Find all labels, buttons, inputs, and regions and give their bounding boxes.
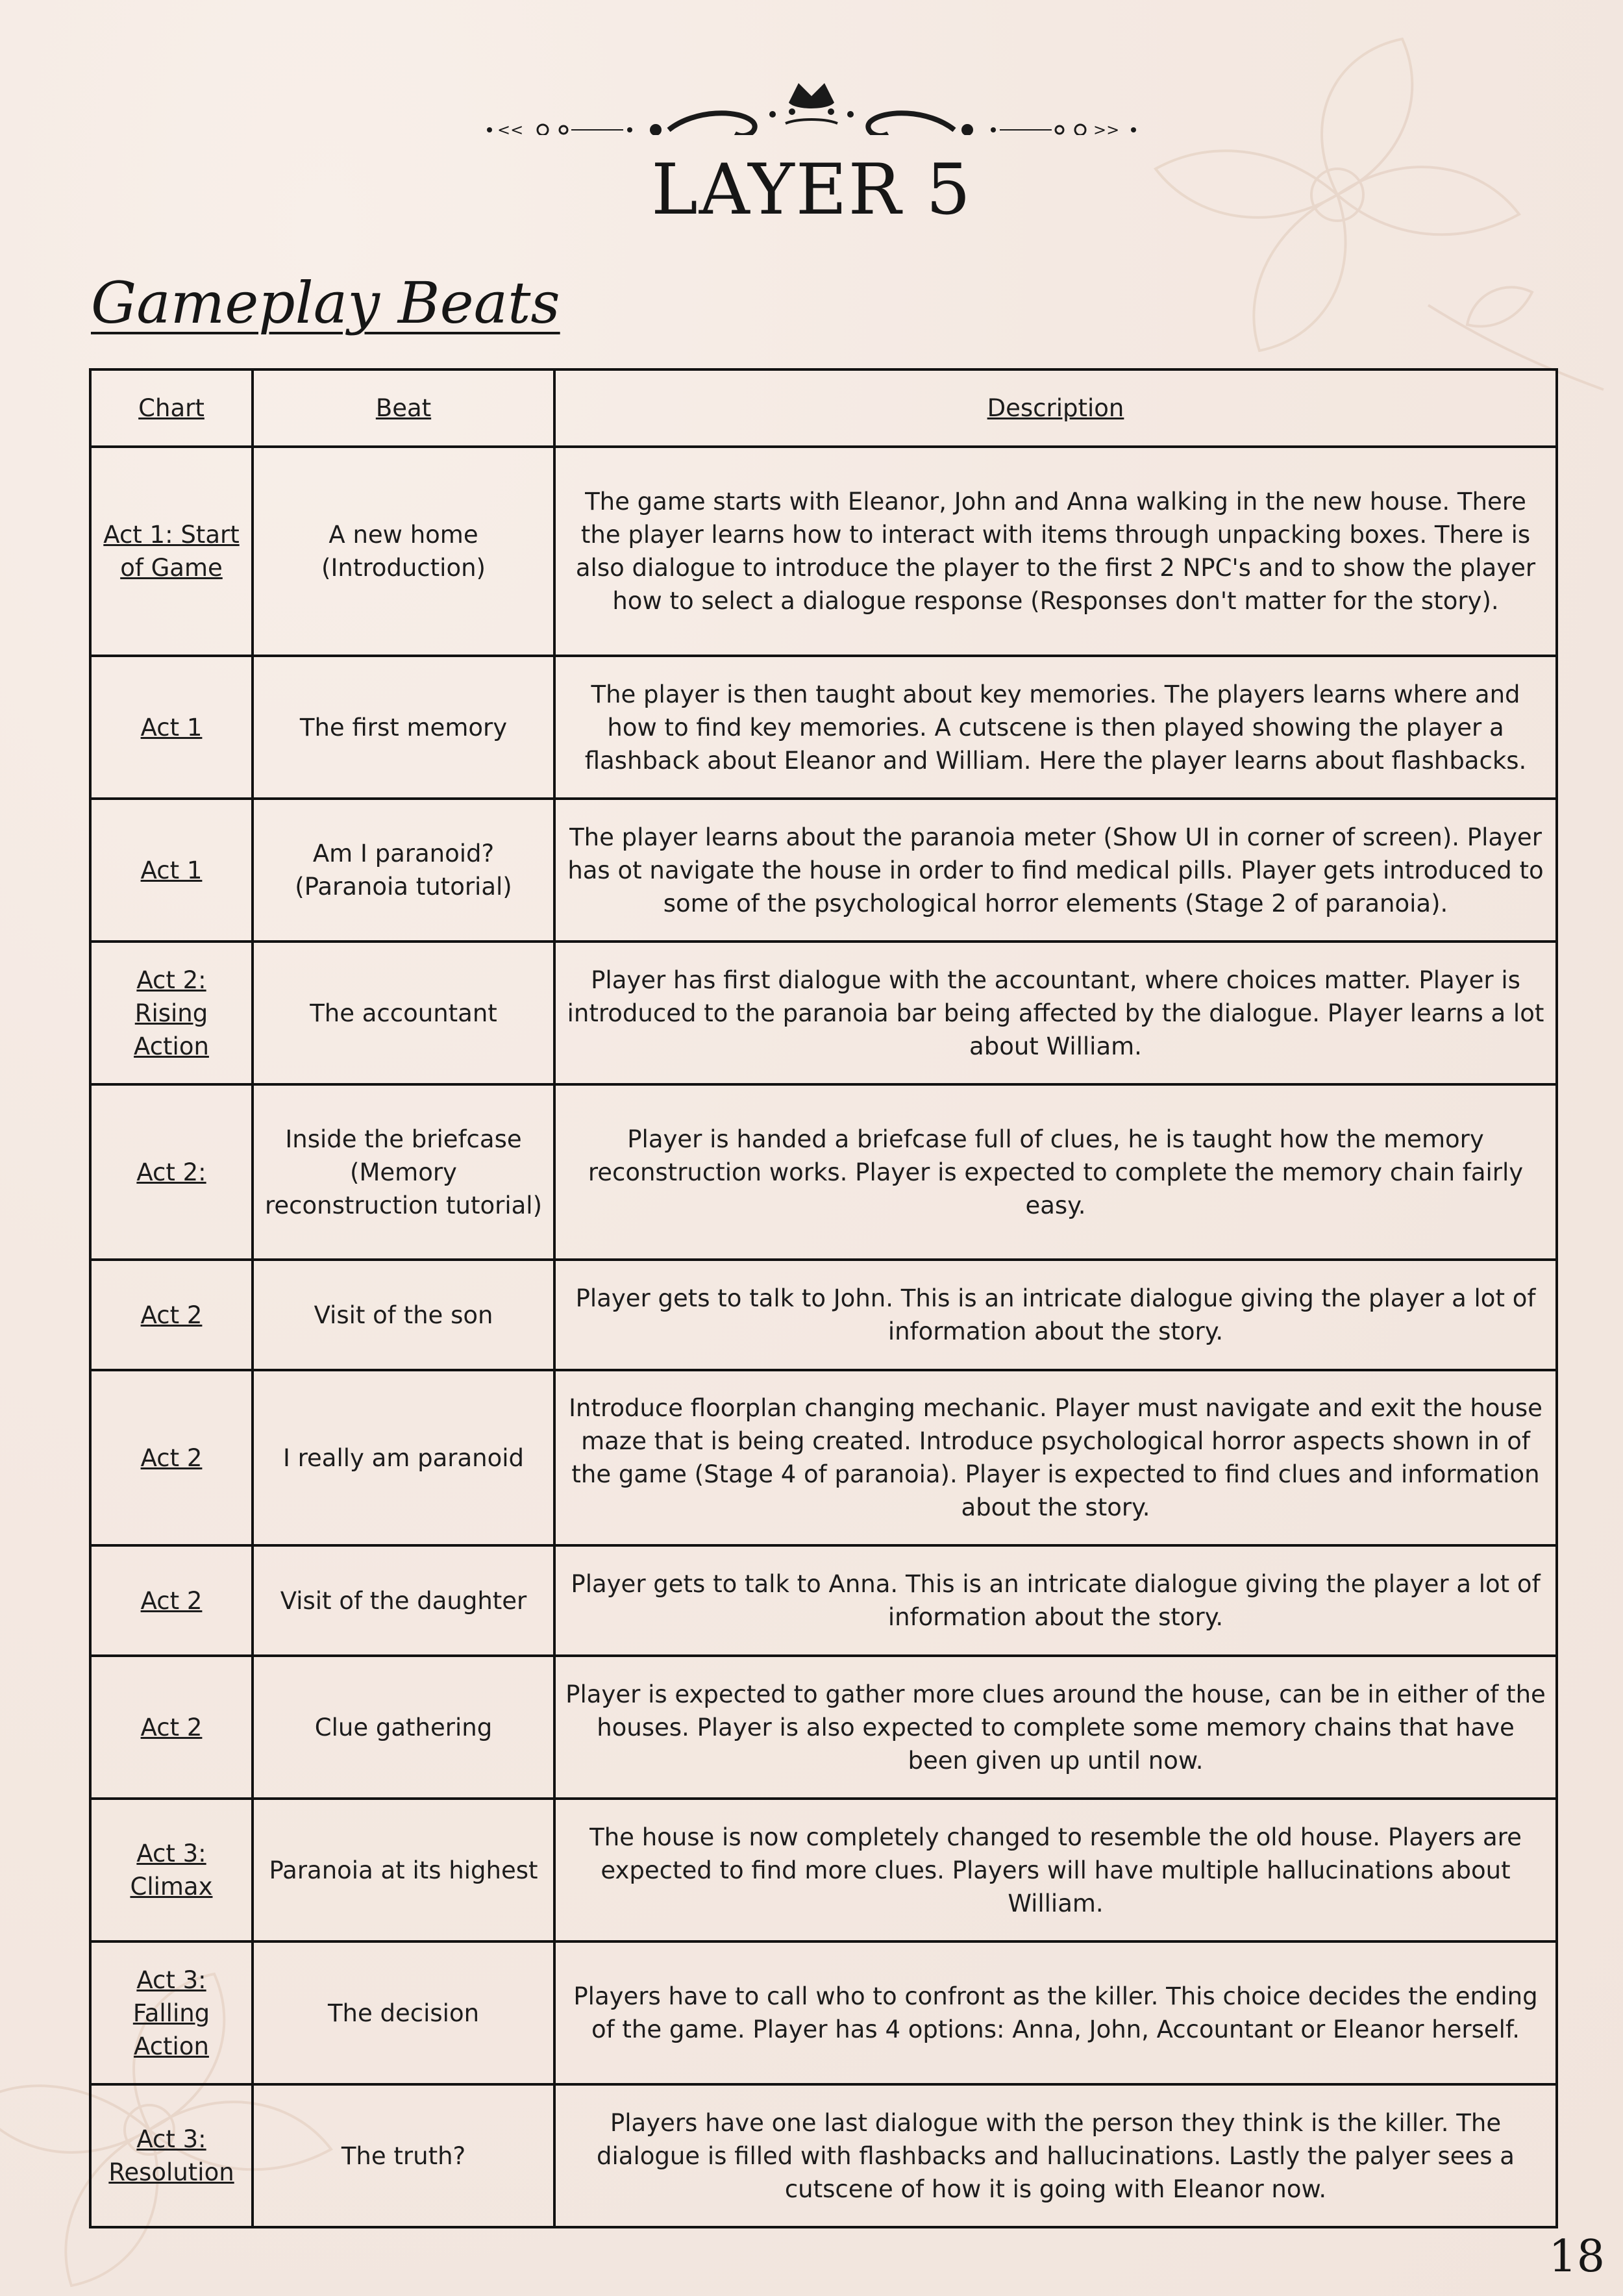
beat-cell: Visit of the son	[253, 1260, 554, 1370]
table-row	[90, 1941, 1557, 2084]
description-cell: The game starts with Eleanor, John and Anna walking in the new house. There the player learns how to interact with items through unpacking boxes. There is also dialogue to introduce the player to the first 2 NPC's and to show the player how to select a dialogue response (Responses don't matter for the story).	[554, 447, 1557, 656]
chart-cell: Act 3: Falling Action	[90, 1941, 253, 2084]
gameplay-beats-table	[89, 368, 1558, 2228]
description-column-header: Description	[554, 369, 1557, 447]
table-row	[90, 1084, 1557, 1260]
description-cell: Player gets to talk to Anna. This is an intricate dialogue giving the player a lot of information about the story.	[554, 1545, 1557, 1656]
beat-cell: Visit of the daughter	[253, 1545, 554, 1656]
chart-cell: Act 1	[90, 656, 253, 799]
beat-cell: The accountant	[253, 942, 554, 1084]
table-row	[90, 2084, 1557, 2227]
svg-text:<<: <<	[497, 121, 524, 135]
table-row	[90, 799, 1557, 942]
chart-cell: Act 2:	[90, 1084, 253, 1260]
beat-cell: The first memory	[253, 656, 554, 799]
description-cell: Player has first dialogue with the accountant, where choices matter. Player is introduced to the paranoia bar being affected by the dialogue. Player learns a lot about William.	[554, 942, 1557, 1084]
description-cell: Introduce floorplan changing mechanic. Player must navigate and exit the house maze that is being created. Introduce psychological horror aspects shown in of the game (Stage 4 of paranoia). Player is expected to find clues and information about the story.	[554, 1370, 1557, 1545]
description-cell: The player learns about the paranoia meter (Show UI in corner of screen). Player has ot navigate the house in order to find medical pills. Player gets introduced to some of the psychological horror elements (Stage 2 of paranoia).	[554, 799, 1557, 942]
page-title: LAYER 5	[651, 149, 972, 231]
chart-cell: Act 2	[90, 1545, 253, 1656]
beat-cell: Clue gathering	[253, 1656, 554, 1799]
chart-cell: Act 1: Start of Game	[90, 447, 253, 656]
chart-cell: Act 2	[90, 1260, 253, 1370]
description-cell: Players have to call who to confront as the killer. This choice decides the ending of the game. Player has 4 options: Anna, John, Accountant or Eleanor herself.	[554, 1941, 1557, 2084]
description-cell: Player is handed a briefcase full of clues, he is taught how the memory reconstruction works. Player is expected to complete the memory chain fairly easy.	[554, 1084, 1557, 1260]
table-row	[90, 1260, 1557, 1370]
beat-cell: A new home (Introduction)	[253, 447, 554, 656]
beat-cell: Paranoia at its highest	[253, 1799, 554, 1941]
description-cell: The player is then taught about key memories. The players learns where and how to find key memories. A cutscene is then played showing the player a flashback about Eleanor and William. Here the player learns about flashbacks.	[554, 656, 1557, 799]
chart-cell: Act 3: Climax	[90, 1799, 253, 1941]
table-row	[90, 447, 1557, 656]
beat-cell: I really am paranoid	[253, 1370, 554, 1545]
decorative-ornament	[480, 70, 1143, 135]
table-row	[90, 1545, 1557, 1656]
beat-cell: Inside the briefcase (Memory reconstruction tutorial)	[253, 1084, 554, 1260]
chart-cell: Act 2	[90, 1370, 253, 1545]
table-row	[90, 656, 1557, 799]
chart-cell: Act 2: Rising Action	[90, 942, 253, 1084]
page-number: 18	[1548, 2231, 1605, 2282]
chart-cell: Act 1	[90, 799, 253, 942]
table-row	[90, 942, 1557, 1084]
chart-cell: Act 3: Resolution	[90, 2084, 253, 2227]
svg-text:>>: >>	[1093, 121, 1120, 135]
table-row	[90, 1656, 1557, 1799]
description-cell: Players have one last dialogue with the person they think is the killer. The dialogue is filled with flashbacks and hallucinations. Lastly the palyer sees a cutscene of how it is going with Eleanor now.	[554, 2084, 1557, 2227]
description-cell: Player is expected to gather more clues around the house, can be in either of the houses. Player is also expected to complete some memory chains that have been given up until now.	[554, 1656, 1557, 1799]
section-heading: Gameplay Beats	[91, 269, 560, 336]
description-cell: Player gets to talk to John. This is an intricate dialogue giving the player a lot of information about the story.	[554, 1260, 1557, 1370]
table-header-row	[90, 369, 1557, 447]
chart-cell: Act 2	[90, 1656, 253, 1799]
beat-cell: The truth?	[253, 2084, 554, 2227]
table-row	[90, 1370, 1557, 1545]
table-row	[90, 1799, 1557, 1941]
description-cell: The house is now completely changed to resemble the old house. Players are expected to find more clues. Players will have multiple hallucinations about William.	[554, 1799, 1557, 1941]
beat-cell: Am I paranoid? (Paranoia tutorial)	[253, 799, 554, 942]
beat-cell: The decision	[253, 1941, 554, 2084]
beat-column-header: Beat	[253, 369, 554, 447]
chart-column-header: Chart	[90, 369, 253, 447]
